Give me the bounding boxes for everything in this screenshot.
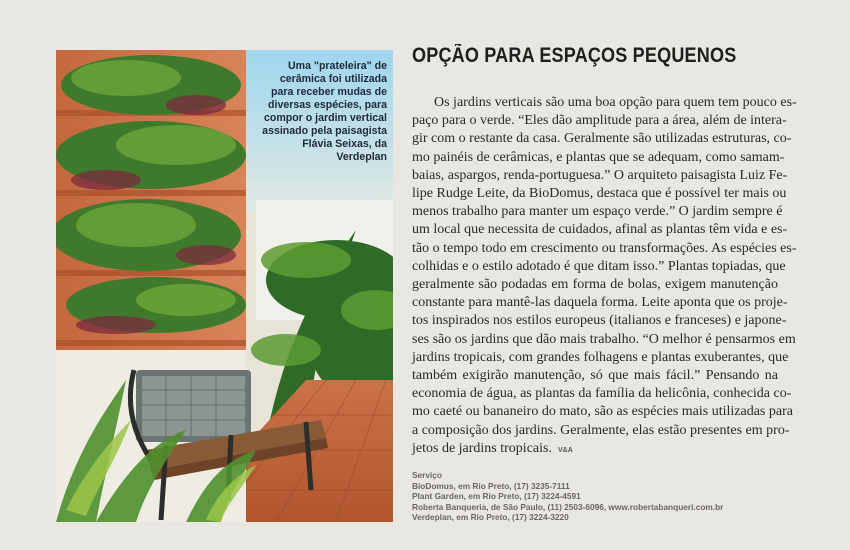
body-line: jardins tropicais, com grandes folhagens e plantas exuberantes, que: [412, 349, 789, 365]
service-entry: Plant Garden, em Rio Preto, (17) 3224-4591: [412, 491, 581, 502]
body-line: constante para mantê-las daquela forma. Leite aponta que os proje-: [412, 295, 788, 311]
body-line: mo painéis de cerâmicas, e plantas que se adequam, como samam-: [412, 149, 785, 165]
body-line: colhidas e o estilo adotado é que ditam isso.” Plantas topiadas, que: [412, 258, 786, 274]
body-line: mo caeté ou bananeiro do mato, são as espécies mais utilizadas para: [412, 404, 793, 420]
garden-photo: [56, 50, 393, 522]
body-line: economia de água, as plantas da família da helicônia, conhecida co-: [412, 386, 792, 402]
body-line-last: [412, 440, 778, 460]
body-line: também exigirão manutenção, só que mais fácil.” Pensando na: [412, 368, 778, 384]
service-entry: Roberta Banqueria, de São Paulo, (11) 2503-6096, www.robertabanqueri.com.br: [412, 501, 724, 512]
author-signature: V&A: [557, 446, 573, 454]
body-line: paço para o verde. “Eles dão amplitude para a área, além de intera-: [412, 113, 787, 129]
body-line: ses são os jardins que dão mais trabalho. “O melhor é pensarmos em: [412, 331, 796, 347]
body-line: gir com o restante da casa. Geralmente são utilizadas estruturas, co-: [412, 131, 792, 147]
service-entry: BioDomus, em Rio Preto, (17) 3235-7111: [412, 480, 570, 491]
body-line: um local que necessita de cuidados, afinal as plantas têm vida e es-: [412, 222, 788, 238]
body-line-text: jetos de jardins tropicais.: [412, 440, 552, 456]
photo-caption: Uma "prateleira" de cerâmica foi utilizada para receber mudas de diversas espécies, para compor o jardim vertical assinado pela paisagista Flávia Seixas, da Verdeplan: [262, 60, 387, 163]
service-box: [412, 470, 792, 523]
article-body: [412, 94, 797, 460]
body-line: lipe Rudge Leite, da BioDomus, destaca que é possível ter mais ou: [412, 186, 787, 202]
body-line: baias, aspargos, renda-portuguesa.” O arquiteto paisagista Luiz Fe-: [412, 167, 788, 183]
body-line: geralmente são podadas em forma de bolas, exigem manutenção: [412, 277, 778, 293]
article-headline: OPÇÃO PARA ESPAÇOS PEQUENOS: [412, 44, 737, 67]
service-entry: Verdeplan, em Rio Preto, (17) 3224-3220: [412, 512, 569, 523]
body-line: tão o tempo todo em crescimento ou transformações. As espécies es-: [412, 240, 797, 256]
body-line: menos trabalho para manter um espaço verde.” O jardim sempre é: [412, 204, 783, 220]
body-line: Os jardins verticais são uma boa opção para quem tem pouco es-: [434, 95, 797, 110]
body-line: tos inspirados nos estilos europeus (italianos e franceses) e japone-: [412, 313, 787, 329]
body-line: a composição dos jardins. Geralmente, elas estão presentes em pro-: [412, 422, 790, 438]
service-title: Serviço: [412, 470, 442, 480]
